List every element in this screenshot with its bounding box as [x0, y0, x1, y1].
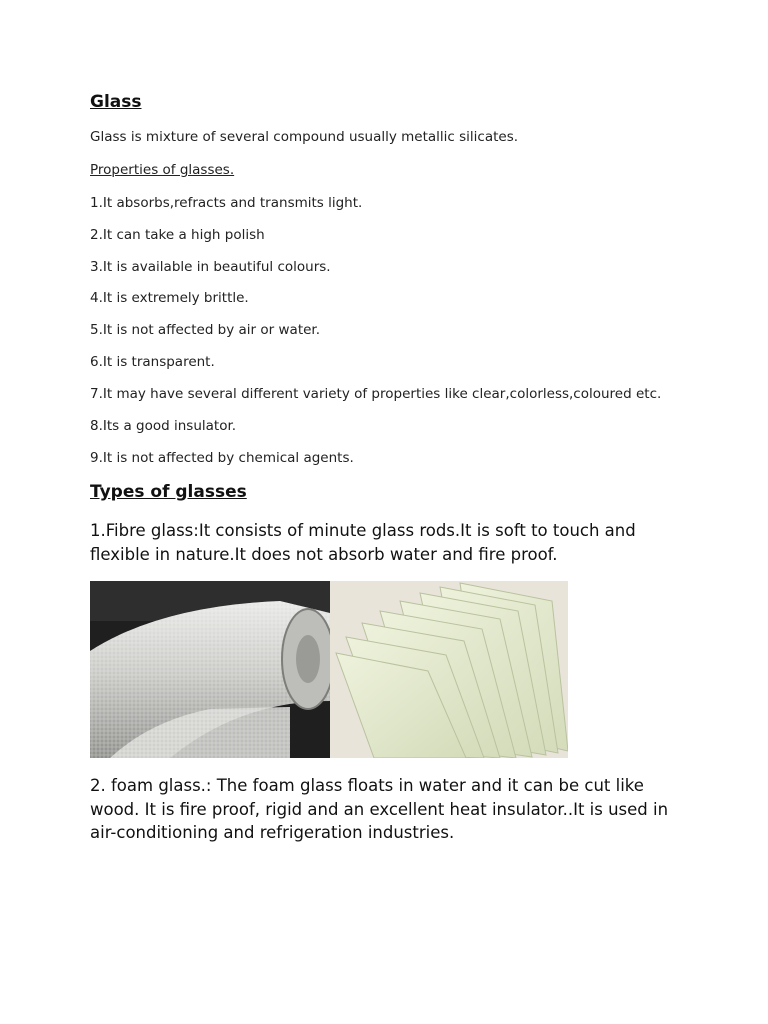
property-item: 9.It is not affected by chemical agents. — [90, 450, 354, 466]
property-item: 6.It is transparent. — [90, 354, 215, 370]
properties-heading: Properties of glasses. — [90, 162, 235, 178]
property-item: 1.It absorbs,refracts and transmits light. — [90, 195, 363, 211]
glass-materials-photo — [90, 581, 568, 758]
property-item: 4.It is extremely brittle. — [90, 290, 249, 306]
foam-glass-sheets-photo — [330, 581, 568, 758]
property-item: 7.It may have several different variety of properties like clear,colorless,coloured etc. — [90, 386, 662, 402]
property-item: 5.It is not affected by air or water. — [90, 322, 321, 338]
fibre-glass-paragraph: 1.Fibre glass:It consists of minute glass rods.It is soft to touch and flexible in nature.It does not absorb water and fire proof. — [90, 521, 636, 564]
foam-glass-paragraph: 2. foam glass.: The foam glass floats in water and it can be cut like wood. It is fire proof, rigid and an excellent heat insulator..It is used in air-conditioning and refrigeration industries. — [90, 776, 669, 842]
types-heading: Types of glasses — [90, 482, 247, 502]
fibre-glass-roll-photo — [90, 581, 334, 758]
property-item: 2.It can take a high polish — [90, 227, 265, 243]
intro-text: Glass is mixture of several compound usually metallic silicates. — [90, 129, 519, 145]
page-title: Glass — [90, 92, 142, 112]
property-item: 8.Its a good insulator. — [90, 418, 237, 434]
property-item: 3.It is available in beautiful colours. — [90, 259, 331, 275]
